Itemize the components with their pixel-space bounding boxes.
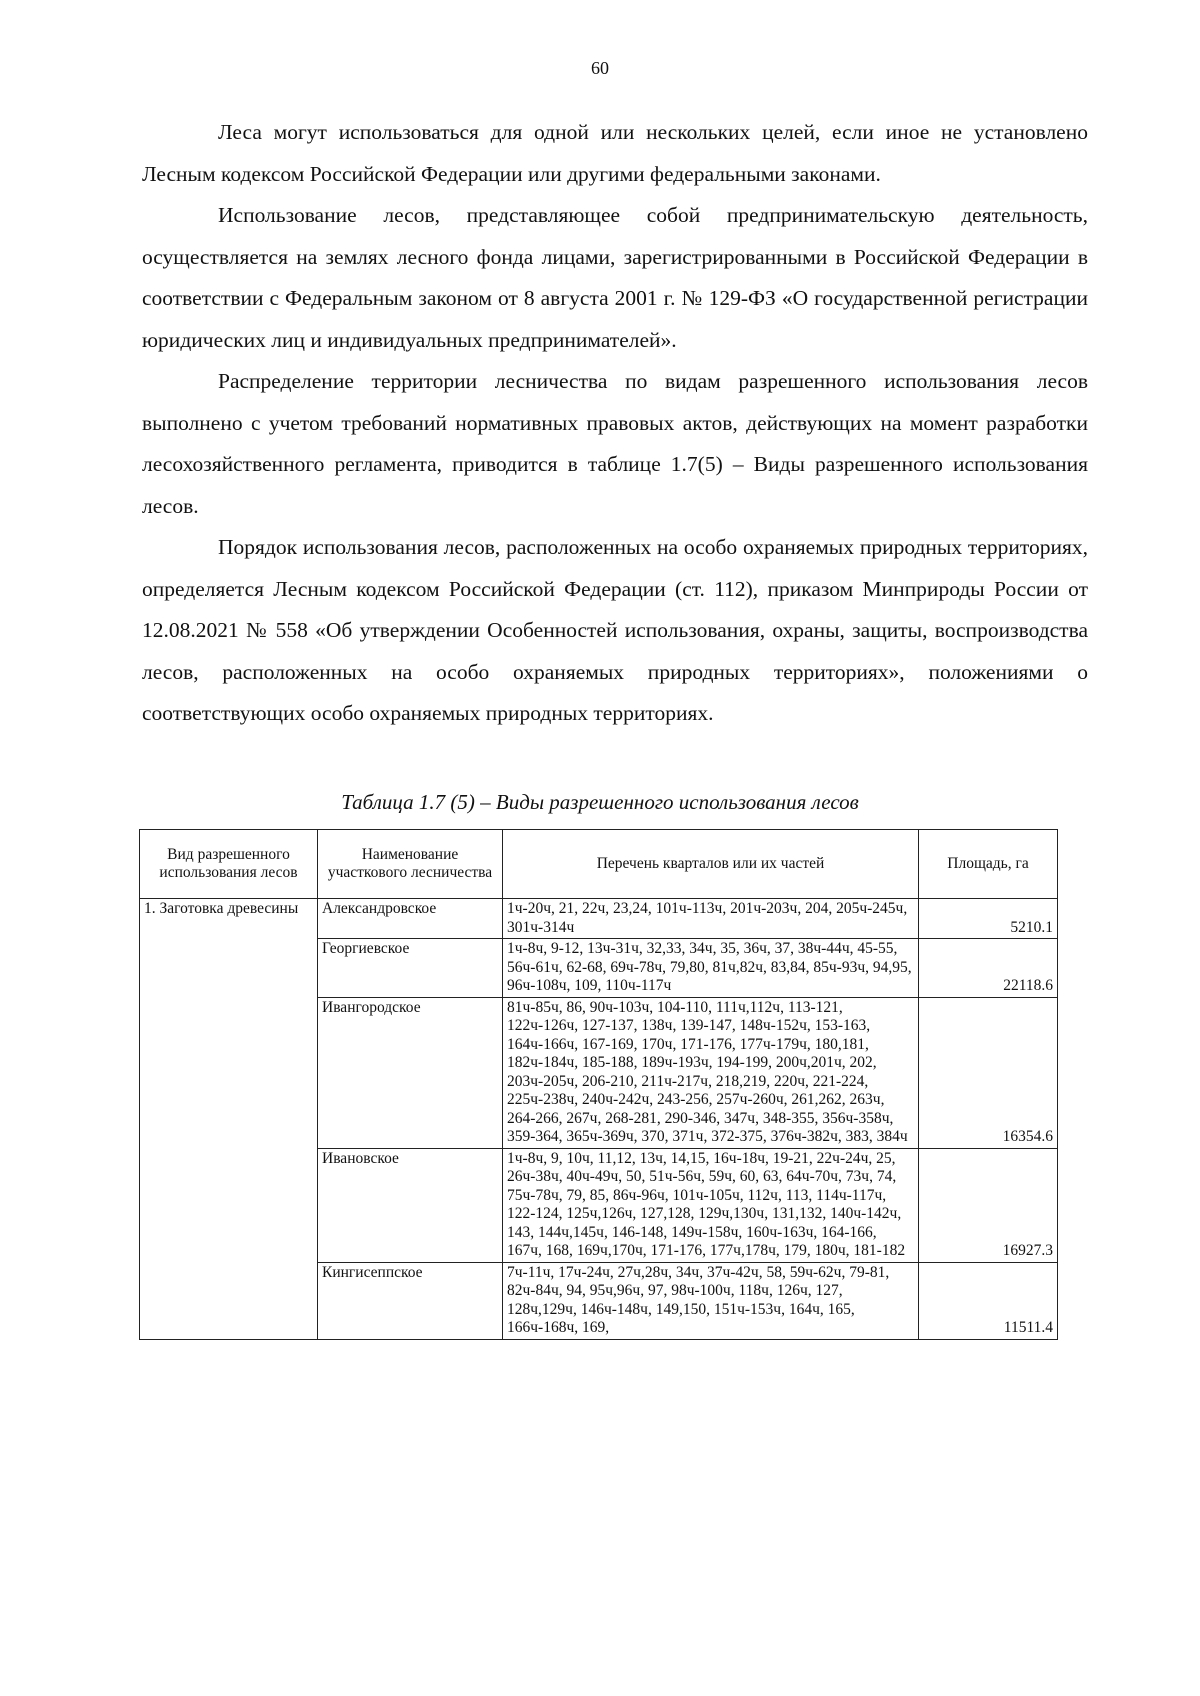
paragraph: Леса могут использоваться для одной или нескольких целей, если иное не установлено Лесным кодексом Российской Федерации или другими федеральными законами.	[142, 120, 1088, 186]
area-cell: 5210.1	[919, 899, 1058, 939]
area-cell: 22118.6	[919, 939, 1058, 998]
header-district: Наименование участкового лесничества	[318, 830, 503, 899]
quarters-cell: 1ч-8ч, 9-12, 13ч-31ч, 32,33, 34ч, 35, 36ч, 37, 38ч-44ч, 45-55, 56ч-61ч, 62-68, 69ч-78ч, 79,80, 81ч,82ч, 83,84, 85ч-93ч, 94,95, 96ч-108ч, 109, 110ч-117ч	[503, 939, 919, 998]
use-type-cell: 1. Заготовка древесины	[140, 899, 318, 1340]
district-cell: Ивановское	[318, 1148, 503, 1262]
area-cell: 16354.6	[919, 997, 1058, 1148]
table-row	[140, 899, 1058, 939]
header-use-type: Вид разрешенного использования лесов	[140, 830, 318, 899]
body-text	[142, 112, 1088, 735]
paragraph: Распределение территории лесничества по видам разрешенного использования лесов выполнено с учетом требований нормативных правовых актов, действующих на момент разработки лесохозяйственного регламента, приводится в таблице 1.7(5) – Виды разрешенного использования лесов.	[142, 369, 1088, 518]
quarters-cell: 1ч-20ч, 21, 22ч, 23,24, 101ч-113ч, 201ч-203ч, 204, 205ч-245ч, 301ч-314ч	[503, 899, 919, 939]
district-cell: Кингисеппское	[318, 1262, 503, 1339]
table-header-row	[140, 830, 1058, 899]
page-number: 60	[591, 58, 609, 78]
district-cell: Ивангородское	[318, 997, 503, 1148]
area-cell: 11511.4	[919, 1262, 1058, 1339]
paragraph: Порядок использования лесов, расположенных на особо охраняемых природных территориях, определяется Лесным кодексом Российской Федерации (ст. 112), приказом Минприроды России от 12.08.2021 № 558 «Об утверждении Особенностей использования, охраны, защиты, воспроизводства лесов, расположенных на особо охраняемых природных территориях», положениями о соответствующих особо охраняемых природных территориях.	[142, 535, 1088, 725]
paragraph: Использование лесов, представляющее собой предпринимательскую деятельность, осуществляется на землях лесного фонда лицами, зарегистрированными в Российской Федерации в соответствии с Федеральным законом от 8 августа 2001 г. № 129-ФЗ «О государственной регистрации юридических лиц и индивидуальных предпринимателей».	[142, 203, 1088, 352]
district-cell: Георгиевское	[318, 939, 503, 998]
quarters-cell: 1ч-8ч, 9, 10ч, 11,12, 13ч, 14,15, 16ч-18ч, 19-21, 22ч-24ч, 25, 26ч-38ч, 40ч-49ч, 50, 51ч-56ч, 59ч, 60, 63, 64ч-70ч, 73ч, 74, 75ч-78ч, 79, 85, 86ч-96ч, 101ч-105ч, 112ч, 113, 114ч-117ч, 122-124, 125ч,126ч, 127,128, 129ч,130ч, 131,132, 140ч-142ч, 143, 144ч,145ч, 146-148, 149ч-158ч, 160ч-163ч, 164-166, 167ч, 168, 169ч,170ч, 171-176, 177ч,178ч, 179, 180ч, 181-182	[503, 1148, 919, 1262]
table-caption: Таблица 1.7 (5) – Виды разрешенного использования лесов	[341, 790, 859, 814]
quarters-cell: 7ч-11ч, 17ч-24ч, 27ч,28ч, 34ч, 37ч-42ч, 58, 59ч-62ч, 79-81, 82ч-84ч, 94, 95ч,96ч, 97, 98ч-100ч, 118ч, 126ч, 127, 128ч,129ч, 146ч-148ч, 149,150, 151ч-153ч, 164ч, 165, 166ч-168ч, 169,	[503, 1262, 919, 1339]
quarters-cell: 81ч-85ч, 86, 90ч-103ч, 104-110, 111ч,112ч, 113-121, 122ч-126ч, 127-137, 138ч, 139-147, 148ч-152ч, 153-163, 164ч-166ч, 167-169, 170ч, 171-176, 177ч-179ч, 180,181, 182ч-184ч, 185-188, 189ч-193ч, 194-199, 200ч,201ч, 202, 203ч-205ч, 206-210, 211ч-217ч, 218,219, 220ч, 221-224, 225ч-238ч, 240ч-242ч, 243-256, 257ч-260ч, 261,262, 263ч, 264-266, 267ч, 268-281, 290-346, 347ч, 348-355, 356ч-358ч, 359-364, 365ч-369ч, 370, 371ч, 372-375, 376ч-382ч, 383, 384ч	[503, 997, 919, 1148]
area-cell: 16927.3	[919, 1148, 1058, 1262]
forest-use-table	[139, 829, 1058, 1340]
header-area: Площадь, га	[919, 830, 1058, 899]
header-quarters: Перечень кварталов или их частей	[503, 830, 919, 899]
district-cell: Александровское	[318, 899, 503, 939]
